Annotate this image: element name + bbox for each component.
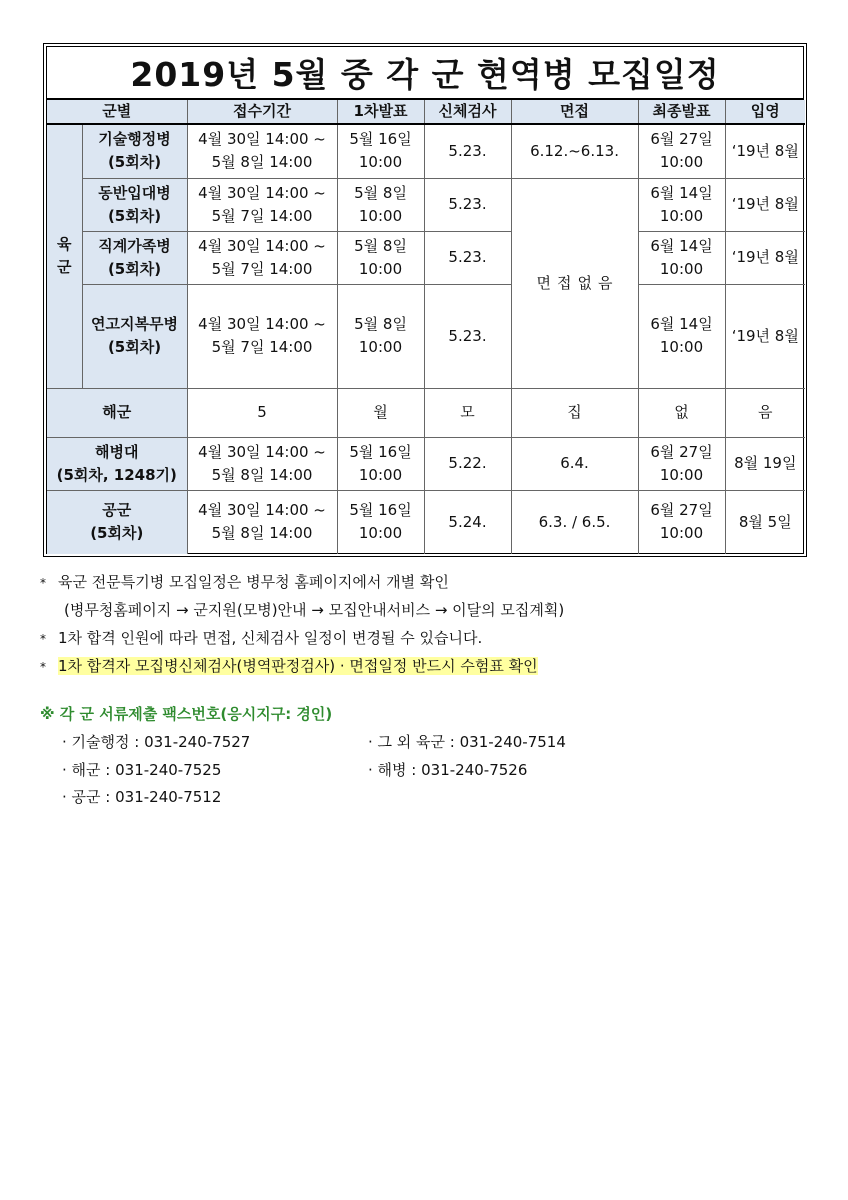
fax-other-army: · 그 외 육군 : 031-240-7514: [368, 733, 566, 751]
branch-name-airforce: 공군 (5회차): [47, 490, 187, 554]
navy-cell: 월: [337, 388, 424, 437]
fax-marines: · 해병 : 031-240-7526: [368, 761, 528, 779]
physical-exam: 5.23.: [424, 178, 511, 231]
header-interview: 면접: [511, 100, 638, 124]
fax-airforce: · 공군 : 031-240-7512: [62, 788, 222, 806]
fax-section-title: ※ 각 군 서류제출 팩스번호(응시지구: 경인): [40, 705, 333, 723]
branch-name: 기술행정병 (5회차): [82, 124, 187, 178]
header-reception: 접수기간: [187, 100, 337, 124]
navy-cell: 없: [638, 388, 725, 437]
first-announce: 5월 8일 10:00: [337, 178, 424, 231]
header-first-announce: 1차발표: [337, 100, 424, 124]
final-announce: 6월 14일 10:00: [638, 178, 725, 231]
interview: 6.3. / 6.5.: [511, 490, 638, 554]
first-announce: 5월 8일 10:00: [337, 284, 424, 388]
physical-exam: 5.23.: [424, 231, 511, 284]
reception-period: 4월 30일 14:00 ~ 5월 7일 14:00: [187, 178, 337, 231]
final-announce: 6월 27일 10:00: [638, 124, 725, 178]
physical-exam: 5.24.: [424, 490, 511, 554]
branch-name-marines: 해병대 (5회차, 1248기): [47, 437, 187, 490]
note-3: [40, 652, 820, 680]
reception-period: 4월 30일 14:00 ~ 5월 7일 14:00: [187, 284, 337, 388]
physical-exam: 5.23.: [424, 124, 511, 178]
header-row: [47, 100, 805, 124]
enlist: 8월 19일: [725, 437, 805, 490]
reception-period: 4월 30일 14:00 ~ 5월 7일 14:00: [187, 231, 337, 284]
navy-cell: 집: [511, 388, 638, 437]
header-final-announce: 최종발표: [638, 100, 725, 124]
interview: 6.12.~6.13.: [511, 124, 638, 178]
table-row: [47, 231, 805, 284]
reception-period: 4월 30일 14:00 ~ 5월 8일 14:00: [187, 490, 337, 554]
fax-navy: · 해군 : 031-240-7525: [62, 761, 222, 779]
no-interview: 면 접 없 음: [511, 178, 638, 388]
header-branch: 군별: [47, 100, 187, 124]
note-2: * 1차 합격 인원에 따라 면접, 신체검사 일정이 변경될 수 있습니다.: [40, 624, 820, 652]
highlighted-note: 1차 합격자 모집병신체검사(병역판정검사) · 면접일정 반드시 수험표 확인: [58, 657, 538, 675]
enlist: 8월 5일: [725, 490, 805, 554]
header-enlist: 입영: [725, 100, 805, 124]
schedule-table-inner: [46, 46, 804, 554]
note-bullet: *: [40, 632, 46, 646]
note-1-detail: (병무청홈페이지 → 군지원(모병)안내 → 모집안내서비스 → 이달의 모집계획): [64, 601, 565, 619]
first-announce: 5월 16일 10:00: [337, 437, 424, 490]
navy-cell: 음: [725, 388, 805, 437]
enlist: ‘19년 8월: [725, 178, 805, 231]
navy-cell: 5: [187, 388, 337, 437]
table-row: [47, 124, 805, 178]
header-physical: 신체검사: [424, 100, 511, 124]
physical-exam: 5.22.: [424, 437, 511, 490]
note-bullet: *: [40, 660, 46, 674]
first-announce: 5월 16일 10:00: [337, 124, 424, 178]
final-announce: 6월 14일 10:00: [638, 231, 725, 284]
table-row: [47, 284, 805, 388]
note-bullet: *: [40, 576, 46, 590]
army-label: 육 군: [47, 124, 82, 388]
table-row-airforce: [47, 490, 805, 554]
table-row-navy: [47, 388, 805, 437]
reception-period: 4월 30일 14:00 ~ 5월 8일 14:00: [187, 437, 337, 490]
table-row-marines: [47, 437, 805, 490]
schedule-table: [47, 100, 805, 554]
enlist: ‘19년 8월: [725, 284, 805, 388]
schedule-table-frame: [43, 43, 807, 557]
note-1: * 육군 전문특기병 모집일정은 병무청 홈페이지에서 개별 확인: [40, 568, 820, 596]
enlist: ‘19년 8월: [725, 124, 805, 178]
first-announce: 5월 8일 10:00: [337, 231, 424, 284]
final-announce: 6월 27일 10:00: [638, 490, 725, 554]
table-row: [47, 178, 805, 231]
first-announce: 5월 16일 10:00: [337, 490, 424, 554]
notes: [40, 568, 820, 680]
final-announce: 6월 27일 10:00: [638, 437, 725, 490]
page-title: 2019년 5월 중 각 군 현역병 모집일정: [47, 47, 803, 100]
navy-cell: 모: [424, 388, 511, 437]
final-announce: 6월 14일 10:00: [638, 284, 725, 388]
branch-name-navy: 해군: [47, 388, 187, 437]
branch-name: 연고지복무병 (5회차): [82, 284, 187, 388]
reception-period: 4월 30일 14:00 ~ 5월 8일 14:00: [187, 124, 337, 178]
fax-tech-admin: · 기술행정 : 031-240-7527: [62, 733, 251, 751]
enlist: ‘19년 8월: [725, 231, 805, 284]
physical-exam: 5.23.: [424, 284, 511, 388]
branch-name: 동반입대병 (5회차): [82, 178, 187, 231]
interview: 6.4.: [511, 437, 638, 490]
branch-name: 직계가족병 (5회차): [82, 231, 187, 284]
